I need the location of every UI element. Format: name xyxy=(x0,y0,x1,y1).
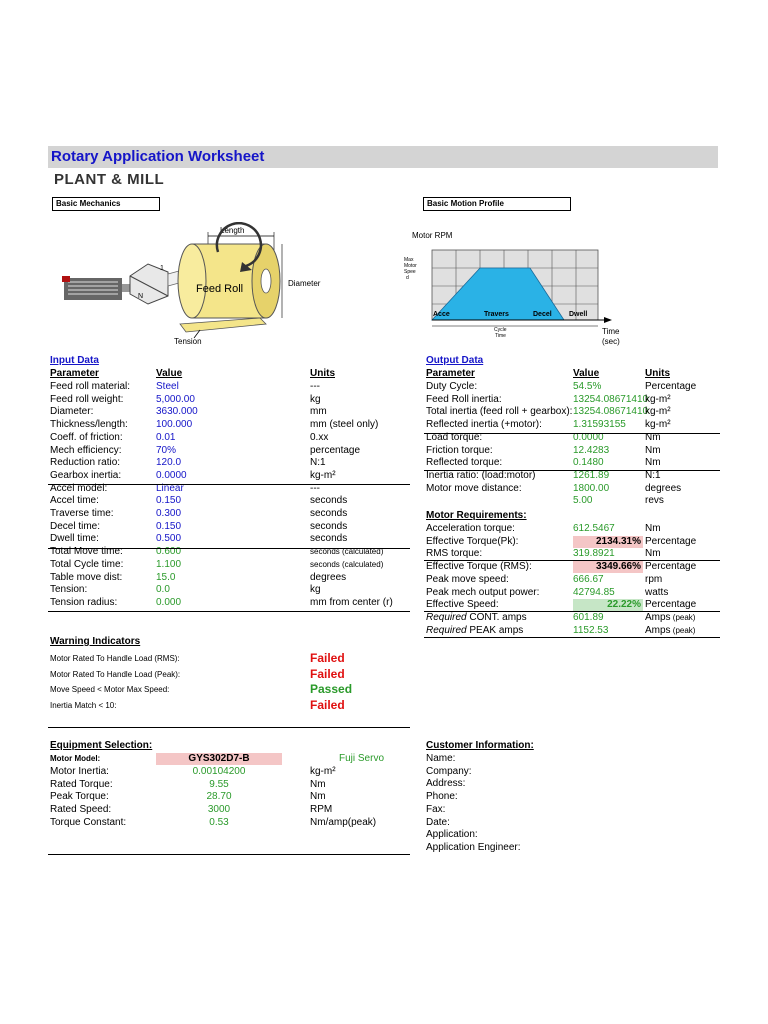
input-units: mm (steel only) xyxy=(310,419,379,431)
input-units: mm from center (r) xyxy=(310,596,393,608)
input-parameter: Accel time: xyxy=(50,495,99,507)
segment-dwell: Dwell xyxy=(569,311,588,318)
input-units: --- xyxy=(310,482,320,494)
motion-profile-diagram xyxy=(400,222,640,348)
input-value[interactable]: 15.0 xyxy=(156,571,176,583)
motor-rpm-label: Motor RPM xyxy=(412,231,453,240)
requirement-value: 319.8921 xyxy=(573,548,615,560)
equipment-parameter: Rated Speed: xyxy=(50,804,112,816)
input-units: seconds (calculated) xyxy=(310,547,384,557)
output-value: 0.0000 xyxy=(573,431,604,443)
input-row xyxy=(50,572,410,584)
output-units: kg-m² xyxy=(645,406,671,418)
input-row xyxy=(50,394,410,406)
output-parameter: Inertia ratio: (load:motor) xyxy=(426,469,536,481)
customer-field-label: Phone: xyxy=(426,791,458,803)
input-row xyxy=(50,495,410,507)
max-speed-line-1: Max xyxy=(404,257,414,263)
motor-brand: Fuji Servo xyxy=(339,753,385,764)
equipment-row xyxy=(50,804,410,816)
input-parameter: Gearbox inertia: xyxy=(50,469,122,481)
feed-roll-label: Feed Roll xyxy=(196,283,244,295)
output-units: Nm xyxy=(645,457,661,469)
amps-parameter xyxy=(426,612,527,624)
requirement-row xyxy=(426,548,722,560)
equipment-parameter: Torque Constant: xyxy=(50,816,127,828)
input-parameter: Feed roll material: xyxy=(50,381,131,392)
amps-row xyxy=(426,612,722,624)
input-row xyxy=(50,406,410,418)
warning-status: Failed xyxy=(310,651,345,665)
output-value-header: Value xyxy=(573,368,600,379)
equipment-row xyxy=(50,779,410,791)
requirement-value: 42794.85 xyxy=(573,586,615,598)
requirement-units: Percentage xyxy=(645,561,697,573)
customer-field-label: Application: xyxy=(426,829,478,841)
requirement-units: Nm xyxy=(645,523,661,534)
amps-type-label: PEAK amps xyxy=(466,624,524,636)
output-row xyxy=(426,470,722,482)
page-subtitle: PLANT & MILL xyxy=(54,171,165,188)
output-value: 12.4283 xyxy=(573,444,610,456)
equipment-parameter: Motor Inertia: xyxy=(50,766,109,777)
input-parameter-header: Parameter xyxy=(50,368,99,379)
amps-row xyxy=(426,625,722,637)
amps-units xyxy=(645,625,695,637)
input-value[interactable]: 0.0000 xyxy=(156,469,187,481)
input-units: percentage xyxy=(310,444,361,456)
input-value[interactable]: 1.100 xyxy=(156,558,182,570)
requirement-value: 3349.66% xyxy=(573,561,643,573)
motor-requirements-title: Motor Requirements: xyxy=(426,510,527,521)
input-units: --- xyxy=(310,381,320,392)
motor-icon xyxy=(62,276,132,300)
input-row xyxy=(50,445,410,457)
input-row xyxy=(50,559,410,571)
warning-status: Failed xyxy=(310,666,345,681)
warning-label: Inertia Match < 10: xyxy=(50,700,117,710)
input-units: N:1 xyxy=(310,457,326,469)
input-units: mm xyxy=(310,406,327,418)
warning-status: Failed xyxy=(310,697,345,712)
mechanics-diagram xyxy=(60,222,360,348)
input-parameter: Decel time: xyxy=(50,520,101,532)
output-value: 13254.08671410 xyxy=(573,406,649,418)
input-value[interactable]: 0.600 xyxy=(156,546,182,558)
input-parameter: Dwell time: xyxy=(50,533,99,545)
input-units: seconds xyxy=(310,508,348,519)
customer-field-label: Address: xyxy=(426,778,466,790)
cycle-time-line-2: Time xyxy=(495,333,506,339)
customer-field-row xyxy=(426,804,722,816)
input-parameter: Total Move time: xyxy=(50,546,123,558)
input-value[interactable]: 0.300 xyxy=(156,508,182,519)
requirement-units: Nm xyxy=(645,548,661,560)
input-parameter: Traverse time: xyxy=(50,508,114,519)
customer-field-label: Company: xyxy=(426,765,472,777)
output-row xyxy=(426,457,722,469)
equipment-units: Nm xyxy=(310,791,326,803)
basic-motion-profile-box: Basic Motion Profile xyxy=(423,197,571,211)
output-divider-1 xyxy=(424,433,720,434)
output-units: kg-m² xyxy=(645,393,671,405)
output-divider-5 xyxy=(424,637,720,638)
input-value-header: Value xyxy=(156,368,183,379)
output-header-row xyxy=(426,368,726,380)
output-units: revs xyxy=(645,495,664,507)
customer-field-label: Application Engineer: xyxy=(426,841,521,853)
requirement-units: rpm xyxy=(645,573,663,585)
input-units: kg xyxy=(310,393,321,405)
warning-indicators-title: Warning Indicators xyxy=(50,636,141,647)
input-row xyxy=(50,457,410,469)
motor-model-label: Motor Model: xyxy=(50,754,101,763)
input-parameter: Tension: xyxy=(50,584,88,596)
input-units: seconds xyxy=(310,520,348,532)
input-parameter: Thickness/length: xyxy=(50,419,128,431)
requirement-row xyxy=(426,536,722,548)
customer-field-row xyxy=(426,829,722,841)
input-value[interactable]: 100.000 xyxy=(156,419,193,431)
output-units-header: Units xyxy=(645,368,670,379)
max-speed-line-2: Motor xyxy=(404,263,417,269)
input-value[interactable]: 0.150 xyxy=(156,520,182,532)
output-divider-2 xyxy=(424,470,720,471)
output-parameter: Duty Cycle: xyxy=(426,381,478,392)
requirement-units: watts xyxy=(645,586,669,598)
output-row xyxy=(426,381,722,393)
output-units: degrees xyxy=(645,482,682,494)
output-value: 1800.00 xyxy=(573,482,610,494)
requirement-row xyxy=(426,523,722,535)
warning-row xyxy=(50,667,410,682)
output-parameter-header: Parameter xyxy=(426,368,475,379)
input-value[interactable]: Steel xyxy=(156,381,179,392)
warning-row xyxy=(50,651,410,666)
output-parameter: Motor move distance: xyxy=(426,482,522,494)
requirement-parameter: Peak mech output power: xyxy=(426,586,540,598)
input-data-title: Input Data xyxy=(50,355,99,366)
equipment-row xyxy=(50,791,410,803)
diameter-label: Diameter xyxy=(288,279,321,288)
input-parameter: Diameter: xyxy=(50,406,94,418)
warning-label: Motor Rated To Handle Load (Peak): xyxy=(50,669,181,679)
requirement-value: 2134.31% xyxy=(573,536,643,548)
equipment-parameter: Rated Torque: xyxy=(50,778,113,790)
max-speed-line-4: d xyxy=(406,275,409,281)
amps-units xyxy=(645,612,695,624)
input-parameter: Feed roll weight: xyxy=(50,393,124,405)
input-parameter: Table move dist: xyxy=(50,571,123,583)
requirement-parameter: Peak move speed: xyxy=(426,573,509,585)
output-value: 0.1480 xyxy=(573,457,604,469)
equipment-value: 0.53 xyxy=(209,816,229,828)
output-parameter: Feed Roll inertia: xyxy=(426,393,502,405)
input-value[interactable]: 5,000.00 xyxy=(156,393,195,405)
equipment-row xyxy=(50,817,410,829)
time-label-line-2: (sec) xyxy=(602,337,620,346)
customer-field-row xyxy=(426,817,722,829)
output-row xyxy=(426,483,722,495)
input-row xyxy=(50,419,410,431)
gear-n-label: N xyxy=(138,293,144,300)
customer-field-row xyxy=(426,778,722,790)
input-parameter: Mech efficiency: xyxy=(50,444,122,456)
equipment-units: Nm/amp(peak) xyxy=(310,816,377,828)
segment-decel: Decel xyxy=(533,311,552,318)
gearbox-icon xyxy=(130,264,168,304)
customer-field-label: Date: xyxy=(426,816,450,828)
input-parameter: Accel model: xyxy=(50,482,108,494)
cycle-time-line-1: Cycle xyxy=(494,327,507,333)
amps-unit-label: Amps xyxy=(645,624,671,636)
output-row xyxy=(426,406,722,418)
amps-parameter xyxy=(426,625,523,637)
gear-one-label: 1 xyxy=(160,265,164,272)
equipment-selection-title: Equipment Selection: xyxy=(50,740,153,751)
warning-row xyxy=(50,698,410,713)
equipment-units: kg-m² xyxy=(310,766,336,777)
requirement-value: 666.67 xyxy=(573,573,604,585)
input-units: 0.xx xyxy=(310,431,329,443)
output-parameter: Friction torque: xyxy=(426,444,493,456)
output-value: 13254.08671410 xyxy=(573,393,649,405)
customer-field-row xyxy=(426,766,722,778)
amps-value: 601.89 xyxy=(573,612,604,623)
output-units: kg-m² xyxy=(645,419,671,431)
requirement-parameter: Acceleration torque: xyxy=(426,523,515,534)
output-units: Percentage xyxy=(645,381,697,392)
output-row xyxy=(426,445,722,457)
warning-label: Motor Rated To Handle Load (RMS): xyxy=(50,654,180,663)
input-row xyxy=(50,597,410,609)
requirement-value: 22.22% xyxy=(573,599,643,611)
input-units-header: Units xyxy=(310,368,335,379)
input-row xyxy=(50,470,410,482)
input-units: seconds (calculated) xyxy=(310,559,384,569)
input-header-row xyxy=(50,368,410,380)
length-label: Length xyxy=(220,226,245,235)
amps-unit-label: Amps xyxy=(645,612,671,623)
input-value[interactable]: 3630.000 xyxy=(156,406,198,418)
input-parameter: Reduction ratio: xyxy=(50,457,121,469)
output-parameter: Reflected inertia (+motor): xyxy=(426,419,542,431)
customer-field-label: Name: xyxy=(426,753,456,764)
input-value[interactable]: 120.0 xyxy=(156,457,182,469)
requirement-row xyxy=(426,587,722,599)
segment-traverse: Travers xyxy=(484,311,509,318)
motor-model-value[interactable]: GYS302D7-B xyxy=(156,753,282,765)
input-row xyxy=(50,584,410,596)
warning-label: Move Speed < Motor Max Speed: xyxy=(50,685,170,694)
output-value: 1.31593155 xyxy=(573,419,626,431)
warning-divider xyxy=(48,727,410,728)
equipment-value: 0.00104200 xyxy=(192,766,246,777)
output-divider-3 xyxy=(424,560,720,561)
requirement-units: Percentage xyxy=(645,535,697,547)
amps-unit-qualifier: (peak) xyxy=(670,613,696,622)
input-divider-1 xyxy=(48,484,410,485)
output-value: 5.00 xyxy=(573,495,593,507)
equipment-units: RPM xyxy=(310,804,333,816)
segment-accel: Acce xyxy=(433,311,450,318)
equipment-value: 9.55 xyxy=(209,778,229,790)
output-data-title: Output Data xyxy=(426,355,484,366)
equipment-parameter: Peak Torque: xyxy=(50,791,109,803)
customer-field-label: Fax: xyxy=(426,803,446,815)
input-value[interactable]: 0.000 xyxy=(156,596,182,608)
input-divider-2 xyxy=(48,548,410,549)
requirement-units: Percentage xyxy=(645,599,697,611)
input-row xyxy=(50,432,410,444)
customer-field-row xyxy=(426,791,722,803)
equipment-value: 3000 xyxy=(207,804,231,816)
feed-roll-icon xyxy=(178,223,280,318)
output-units: Nm xyxy=(645,431,661,443)
input-row xyxy=(50,521,410,533)
output-units: N:1 xyxy=(645,469,661,481)
input-parameter: Coeff. of friction: xyxy=(50,431,123,443)
time-label-line-1: Time xyxy=(602,327,620,336)
input-divider-3 xyxy=(48,611,410,612)
input-value[interactable]: 0.500 xyxy=(156,533,182,545)
output-row xyxy=(426,394,722,406)
amps-value: 1152.53 xyxy=(573,624,609,636)
output-row xyxy=(426,419,722,431)
input-value[interactable]: 0.150 xyxy=(156,495,182,507)
amps-type-label: CONT. amps xyxy=(466,612,527,623)
input-value[interactable]: 0.01 xyxy=(156,431,176,443)
requirement-parameter: Effective Speed: xyxy=(426,599,499,611)
equipment-units: Nm xyxy=(310,778,326,790)
requirement-parameter: Effective Torque (RMS): xyxy=(426,561,532,573)
input-units: seconds xyxy=(310,495,348,507)
output-parameter: Reflected torque: xyxy=(426,457,503,469)
input-row xyxy=(50,508,410,520)
requirement-row xyxy=(426,574,722,586)
amps-unit-qualifier: (peak) xyxy=(670,625,696,635)
warning-status: Passed xyxy=(310,682,353,696)
customer-information-title: Customer Information: xyxy=(426,740,534,751)
amps-required-label: Required xyxy=(426,612,467,623)
customer-field-row xyxy=(426,753,722,765)
basic-mechanics-box: Basic Mechanics xyxy=(52,197,160,211)
amps-required-label: Required xyxy=(426,624,467,636)
output-value: 54.5% xyxy=(573,381,602,392)
motor-model-row xyxy=(50,753,410,765)
equipment-row xyxy=(50,766,410,778)
max-speed-line-3: Spee xyxy=(404,269,416,275)
input-units: seconds xyxy=(310,533,348,545)
tension-label: Tension xyxy=(174,337,202,346)
input-units: kg-m² xyxy=(310,469,336,481)
requirement-parameter: RMS torque: xyxy=(426,548,483,560)
output-units: Nm xyxy=(645,444,661,456)
output-value: 1261.89 xyxy=(573,469,610,481)
equipment-divider xyxy=(48,854,410,855)
customer-field-row xyxy=(426,842,722,854)
input-units: kg xyxy=(310,584,321,596)
requirement-value: 612.5467 xyxy=(573,523,615,534)
input-value[interactable]: 70% xyxy=(156,444,177,456)
page-title: Rotary Application Worksheet xyxy=(51,148,265,165)
input-value[interactable]: 0.0 xyxy=(156,584,170,596)
output-parameter: Total inertia (feed roll + gearbox): xyxy=(426,406,573,418)
warning-row xyxy=(50,682,410,697)
equipment-value: 28.70 xyxy=(206,791,232,803)
input-parameter: Tension radius: xyxy=(50,596,118,608)
requirement-parameter: Effective Torque(Pk): xyxy=(426,535,519,547)
output-row xyxy=(426,495,722,507)
input-value[interactable]: Linear xyxy=(156,482,184,494)
input-units: degrees xyxy=(310,571,347,583)
input-row xyxy=(50,533,410,545)
requirement-row xyxy=(426,561,722,573)
input-row xyxy=(50,381,410,393)
output-parameter: Load torque: xyxy=(426,431,483,443)
input-parameter: Total Cycle time: xyxy=(50,558,124,570)
requirement-row xyxy=(426,599,722,611)
